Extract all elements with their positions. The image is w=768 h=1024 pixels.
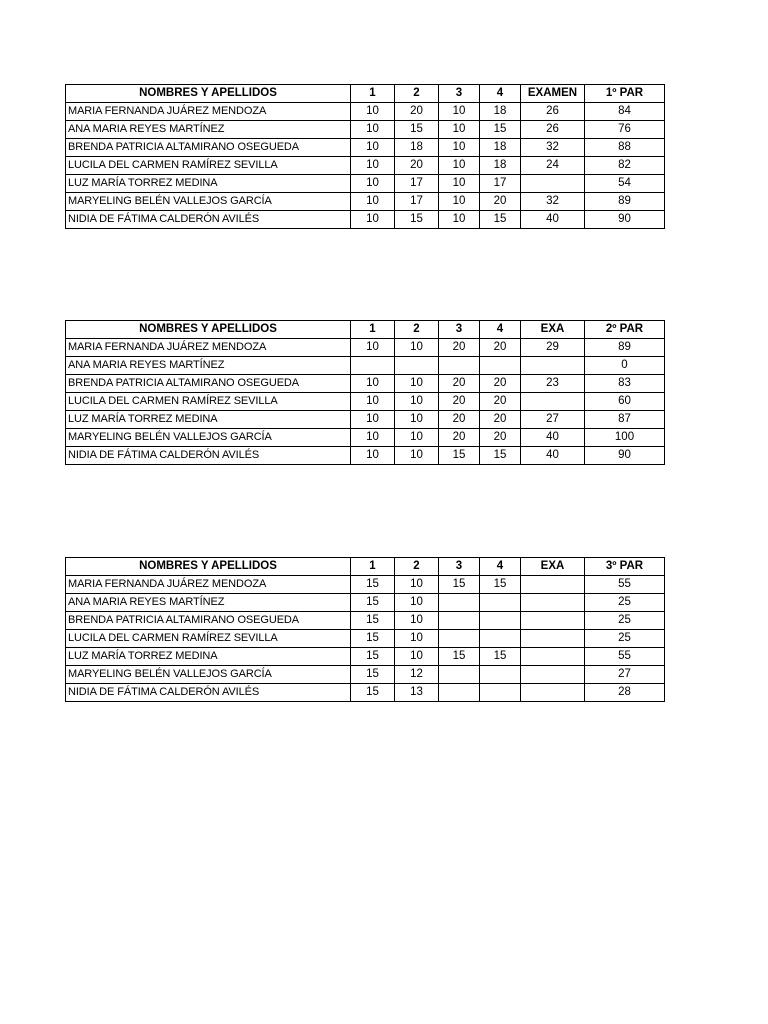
cell-activity-3 — [439, 684, 480, 702]
cell-exam: 26 — [521, 103, 585, 121]
table-row — [66, 157, 665, 175]
cell-activity-2: 10 — [395, 411, 439, 429]
cell-activity-3: 20 — [439, 339, 480, 357]
cell-activity-2: 17 — [395, 175, 439, 193]
cell-exam: 40 — [521, 429, 585, 447]
cell-name: NIDIA DE FÁTIMA CALDERÓN AVILÉS — [66, 447, 351, 465]
cell-activity-3: 20 — [439, 375, 480, 393]
table-header-row — [66, 321, 665, 339]
cell-name: LUCILA DEL CARMEN RAMÍREZ SEVILLA — [66, 157, 351, 175]
cell-activity-2: 15 — [395, 211, 439, 229]
header-activity-4: 4 — [480, 321, 521, 339]
table-row — [66, 612, 665, 630]
cell-activity-2 — [395, 357, 439, 375]
cell-exam: 29 — [521, 339, 585, 357]
cell-activity-4: 15 — [480, 121, 521, 139]
cell-activity-3: 10 — [439, 193, 480, 211]
cell-activity-1: 15 — [351, 594, 395, 612]
cell-activity-4: 18 — [480, 139, 521, 157]
cell-partial-total: 88 — [585, 139, 665, 157]
cell-name: MARIA FERNANDA JUÁREZ MENDOZA — [66, 339, 351, 357]
cell-exam — [521, 666, 585, 684]
table-row — [66, 193, 665, 211]
cell-exam: 40 — [521, 447, 585, 465]
cell-activity-4: 20 — [480, 193, 521, 211]
cell-activity-4 — [480, 630, 521, 648]
cell-exam — [521, 648, 585, 666]
cell-activity-2: 10 — [395, 393, 439, 411]
header-exam: EXA — [521, 321, 585, 339]
cell-name: NIDIA DE FÁTIMA CALDERÓN AVILÉS — [66, 211, 351, 229]
cell-activity-4 — [480, 357, 521, 375]
table-row — [66, 648, 665, 666]
cell-activity-1: 10 — [351, 103, 395, 121]
cell-activity-1: 10 — [351, 175, 395, 193]
cell-exam: 40 — [521, 211, 585, 229]
cell-activity-4: 15 — [480, 576, 521, 594]
table-row — [66, 576, 665, 594]
cell-exam — [521, 576, 585, 594]
header-activity-3: 3 — [439, 558, 480, 576]
header-activity-4: 4 — [480, 558, 521, 576]
cell-activity-3: 20 — [439, 411, 480, 429]
cell-activity-2: 12 — [395, 666, 439, 684]
cell-activity-1: 15 — [351, 648, 395, 666]
cell-activity-1: 10 — [351, 157, 395, 175]
cell-activity-4: 18 — [480, 103, 521, 121]
cell-activity-3: 15 — [439, 576, 480, 594]
table-row — [66, 375, 665, 393]
cell-name: BRENDA PATRICIA ALTAMIRANO OSEGUEDA — [66, 139, 351, 157]
cell-name: NIDIA DE FÁTIMA CALDERÓN AVILÉS — [66, 684, 351, 702]
table-row — [66, 175, 665, 193]
cell-activity-4 — [480, 612, 521, 630]
cell-name: MARIA FERNANDA JUÁREZ MENDOZA — [66, 103, 351, 121]
table-row — [66, 411, 665, 429]
cell-activity-1: 15 — [351, 684, 395, 702]
cell-activity-3 — [439, 630, 480, 648]
cell-activity-2: 10 — [395, 339, 439, 357]
table-header-row — [66, 85, 665, 103]
cell-activity-2: 18 — [395, 139, 439, 157]
table-row — [66, 684, 665, 702]
header-partial-total: 1º PAR — [585, 85, 665, 103]
cell-exam: 32 — [521, 193, 585, 211]
header-activity-1: 1 — [351, 321, 395, 339]
header-activity-1: 1 — [351, 85, 395, 103]
cell-activity-4: 15 — [480, 447, 521, 465]
cell-activity-2: 17 — [395, 193, 439, 211]
cell-activity-1: 10 — [351, 211, 395, 229]
grades-table-first-partial — [65, 84, 665, 229]
cell-activity-1: 15 — [351, 612, 395, 630]
cell-partial-total: 76 — [585, 121, 665, 139]
cell-partial-total: 60 — [585, 393, 665, 411]
header-name: NOMBRES Y APELLIDOS — [66, 85, 351, 103]
cell-partial-total: 54 — [585, 175, 665, 193]
header-activity-2: 2 — [395, 85, 439, 103]
header-partial-total: 3º PAR — [585, 558, 665, 576]
cell-name: BRENDA PATRICIA ALTAMIRANO OSEGUEDA — [66, 612, 351, 630]
cell-partial-total: 0 — [585, 357, 665, 375]
cell-activity-2: 15 — [395, 121, 439, 139]
cell-activity-1 — [351, 357, 395, 375]
cell-name: LUCILA DEL CARMEN RAMÍREZ SEVILLA — [66, 630, 351, 648]
header-exam: EXA — [521, 558, 585, 576]
cell-activity-2: 20 — [395, 157, 439, 175]
cell-exam: 27 — [521, 411, 585, 429]
header-partial-total: 2º PAR — [585, 321, 665, 339]
header-activity-3: 3 — [439, 85, 480, 103]
cell-partial-total: 89 — [585, 339, 665, 357]
cell-activity-2: 10 — [395, 648, 439, 666]
cell-activity-3: 10 — [439, 121, 480, 139]
cell-partial-total: 84 — [585, 103, 665, 121]
cell-activity-2: 10 — [395, 375, 439, 393]
cell-activity-1: 10 — [351, 339, 395, 357]
cell-exam: 24 — [521, 157, 585, 175]
cell-activity-4 — [480, 684, 521, 702]
cell-partial-total: 89 — [585, 193, 665, 211]
cell-activity-1: 10 — [351, 393, 395, 411]
cell-activity-2: 10 — [395, 447, 439, 465]
cell-partial-total: 82 — [585, 157, 665, 175]
cell-activity-2: 10 — [395, 594, 439, 612]
cell-activity-3 — [439, 666, 480, 684]
cell-activity-1: 10 — [351, 429, 395, 447]
cell-activity-3 — [439, 594, 480, 612]
cell-partial-total: 90 — [585, 447, 665, 465]
cell-activity-3: 15 — [439, 648, 480, 666]
grades-table-second-partial — [65, 320, 665, 465]
cell-activity-2: 10 — [395, 429, 439, 447]
cell-partial-total: 55 — [585, 648, 665, 666]
cell-activity-4: 20 — [480, 411, 521, 429]
cell-activity-2: 13 — [395, 684, 439, 702]
cell-activity-4 — [480, 666, 521, 684]
cell-name: ANA MARIA REYES MARTÍNEZ — [66, 357, 351, 375]
cell-exam — [521, 612, 585, 630]
cell-activity-1: 15 — [351, 666, 395, 684]
table-row — [66, 594, 665, 612]
cell-activity-3: 20 — [439, 429, 480, 447]
cell-exam — [521, 393, 585, 411]
cell-activity-3: 10 — [439, 139, 480, 157]
cell-activity-1: 10 — [351, 193, 395, 211]
cell-activity-4: 20 — [480, 339, 521, 357]
cell-activity-2: 10 — [395, 576, 439, 594]
cell-exam: 26 — [521, 121, 585, 139]
cell-activity-3: 10 — [439, 211, 480, 229]
cell-activity-1: 10 — [351, 411, 395, 429]
header-name: NOMBRES Y APELLIDOS — [66, 558, 351, 576]
grades-table-third-partial — [65, 557, 665, 702]
cell-name: BRENDA PATRICIA ALTAMIRANO OSEGUEDA — [66, 375, 351, 393]
table-row — [66, 211, 665, 229]
cell-activity-3: 10 — [439, 175, 480, 193]
table-row — [66, 139, 665, 157]
cell-partial-total: 87 — [585, 411, 665, 429]
cell-activity-3: 20 — [439, 393, 480, 411]
header-activity-2: 2 — [395, 558, 439, 576]
table-row — [66, 339, 665, 357]
cell-activity-1: 15 — [351, 576, 395, 594]
header-activity-4: 4 — [480, 85, 521, 103]
cell-name: LUZ MARÍA TORREZ MEDINA — [66, 175, 351, 193]
cell-partial-total: 28 — [585, 684, 665, 702]
header-exam: EXAMEN — [521, 85, 585, 103]
cell-exam — [521, 357, 585, 375]
cell-activity-3: 10 — [439, 103, 480, 121]
cell-exam — [521, 175, 585, 193]
cell-activity-2: 10 — [395, 630, 439, 648]
cell-partial-total: 100 — [585, 429, 665, 447]
cell-name: ANA MARIA REYES MARTÍNEZ — [66, 594, 351, 612]
cell-activity-4: 20 — [480, 429, 521, 447]
cell-activity-2: 20 — [395, 103, 439, 121]
cell-name: LUZ MARÍA TORREZ MEDINA — [66, 648, 351, 666]
cell-activity-4: 20 — [480, 375, 521, 393]
cell-exam — [521, 594, 585, 612]
cell-partial-total: 25 — [585, 630, 665, 648]
table-row — [66, 447, 665, 465]
cell-partial-total: 25 — [585, 594, 665, 612]
cell-activity-1: 10 — [351, 121, 395, 139]
cell-activity-4: 20 — [480, 393, 521, 411]
cell-partial-total: 90 — [585, 211, 665, 229]
table-row — [66, 103, 665, 121]
cell-partial-total: 55 — [585, 576, 665, 594]
header-activity-1: 1 — [351, 558, 395, 576]
cell-partial-total: 83 — [585, 375, 665, 393]
cell-activity-3: 10 — [439, 157, 480, 175]
cell-name: LUZ MARÍA TORREZ MEDINA — [66, 411, 351, 429]
cell-name: ANA MARIA REYES MARTÍNEZ — [66, 121, 351, 139]
cell-exam: 23 — [521, 375, 585, 393]
cell-exam — [521, 684, 585, 702]
cell-exam: 32 — [521, 139, 585, 157]
cell-activity-3 — [439, 612, 480, 630]
cell-activity-3 — [439, 357, 480, 375]
cell-partial-total: 25 — [585, 612, 665, 630]
table-row — [66, 666, 665, 684]
cell-activity-4: 17 — [480, 175, 521, 193]
cell-activity-1: 10 — [351, 139, 395, 157]
cell-activity-4 — [480, 594, 521, 612]
cell-name: LUCILA DEL CARMEN RAMÍREZ SEVILLA — [66, 393, 351, 411]
cell-activity-1: 10 — [351, 447, 395, 465]
cell-name: MARIA FERNANDA JUÁREZ MENDOZA — [66, 576, 351, 594]
table-row — [66, 630, 665, 648]
header-name: NOMBRES Y APELLIDOS — [66, 321, 351, 339]
cell-activity-4: 15 — [480, 648, 521, 666]
table-row — [66, 121, 665, 139]
cell-activity-3: 15 — [439, 447, 480, 465]
cell-activity-2: 10 — [395, 612, 439, 630]
cell-exam — [521, 630, 585, 648]
cell-name: MARYELING BELÉN VALLEJOS GARCÍA — [66, 429, 351, 447]
cell-partial-total: 27 — [585, 666, 665, 684]
header-activity-2: 2 — [395, 321, 439, 339]
cell-activity-1: 10 — [351, 375, 395, 393]
cell-name: MARYELING BELÉN VALLEJOS GARCÍA — [66, 193, 351, 211]
cell-name: MARYELING BELÉN VALLEJOS GARCÍA — [66, 666, 351, 684]
header-activity-3: 3 — [439, 321, 480, 339]
cell-activity-1: 15 — [351, 630, 395, 648]
table-row — [66, 429, 665, 447]
table-row — [66, 357, 665, 375]
table-row — [66, 393, 665, 411]
table-header-row — [66, 558, 665, 576]
cell-activity-4: 18 — [480, 157, 521, 175]
cell-activity-4: 15 — [480, 211, 521, 229]
